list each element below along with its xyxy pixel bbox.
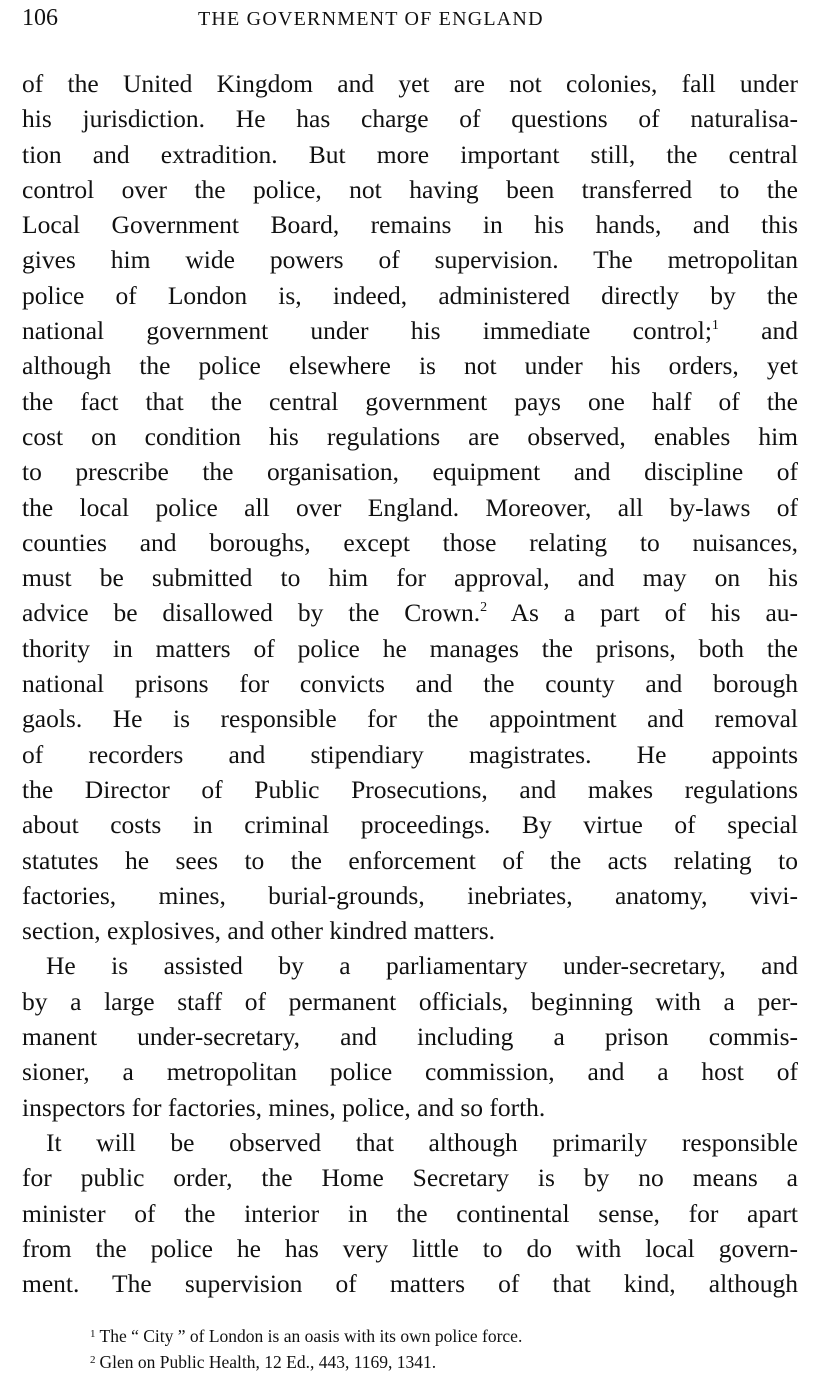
footnotes xyxy=(90,1322,790,1374)
text-line: gaols. He is responsible for the appointment and removal xyxy=(22,704,798,734)
paragraph-first-line: It will be observed that although primarily responsible xyxy=(46,1127,798,1157)
text-line: police of London is, indeed, administered directly by the xyxy=(22,280,798,310)
text-line: statutes he sees to the enforcement of the acts relating to xyxy=(22,845,798,875)
text-line: to prescribe the organisation, equipment and discipline of xyxy=(22,457,798,487)
text-line: the Director of Public Prosecutions, and makes regulations xyxy=(22,774,798,804)
text-line: cost on condition his regulations are observed, enables him xyxy=(22,421,798,451)
text-line: factories, mines, burial-grounds, inebriates, anatomy, vivi- xyxy=(22,880,798,910)
text-line: the fact that the central government pays one half of the xyxy=(22,386,798,416)
text-segment: advice be disallowed by the Crown. xyxy=(22,598,481,628)
footnote-mark: 1 xyxy=(90,1328,96,1340)
footnote-ref-2: 2 xyxy=(480,600,488,616)
text-line: for public order, the Home Secretary is by no means a xyxy=(22,1163,798,1193)
footnote-2 xyxy=(90,1348,790,1374)
text-line: tion and extradition. But more important still, the central xyxy=(22,139,798,169)
text-line: his jurisdiction. He has charge of questions of naturalisa- xyxy=(22,104,798,134)
footnote-1 xyxy=(90,1322,790,1348)
running-head xyxy=(22,2,798,32)
text-line: the local police all over England. Moreover, all by-laws of xyxy=(22,492,798,522)
text-line: sioner, a metropolitan police commission, and a host of xyxy=(22,1057,798,1087)
text-line: although the police elsewhere is not under his orders, yet xyxy=(22,351,798,381)
text-line: manent under-secretary, and including a prison commis- xyxy=(22,1022,798,1052)
footnote-text: Glen on Public Health, 12 Ed., 443, 1169, 1341. xyxy=(99,1352,437,1372)
text-line-with-footnote-ref xyxy=(22,313,798,348)
paragraph-first-line: He is assisted by a parliamentary under-secretary, and xyxy=(46,951,798,981)
text-line: counties and boroughs, except those relating to nuisances, xyxy=(22,527,798,557)
text-line: control over the police, not having been transferred to the xyxy=(22,174,798,204)
text-line: from the police he has very little to do with local govern- xyxy=(22,1233,798,1263)
text-segment: national government under his immediate control; xyxy=(22,316,712,346)
text-line: gives him wide powers of supervision. The metropolitan xyxy=(22,245,798,275)
text-segment: As a part of his au- xyxy=(510,598,798,628)
text-line: national prisons for convicts and the county and borough xyxy=(22,669,798,699)
text-line: inspectors for factories, mines, police, and so forth. xyxy=(22,1092,546,1122)
text-line: Local Government Board, remains in his hands, and this xyxy=(22,210,798,240)
footnote-ref-1: 1 xyxy=(711,318,719,334)
text-line: minister of the interior in the continental sense, for apart xyxy=(22,1198,798,1228)
body-text xyxy=(22,66,798,1301)
text-line: about costs in criminal proceedings. By virtue of special xyxy=(22,810,798,840)
book-page xyxy=(22,0,798,1399)
footnote-text: The “ City ” of London is an oasis with its own police force. xyxy=(99,1326,523,1346)
text-line: ment. The supervision of matters of that kind, although xyxy=(22,1269,798,1299)
running-title: THE GOVERNMENT OF ENGLAND xyxy=(198,8,544,30)
footnote-mark: 2 xyxy=(90,1354,96,1366)
text-segment: and xyxy=(761,316,798,346)
text-line: of recorders and stipendiary magistrates. He appoints xyxy=(22,739,798,769)
text-line: must be submitted to him for approval, and may on his xyxy=(22,563,798,593)
page-number: 106 xyxy=(22,5,58,31)
text-line: thority in matters of police he manages the prisons, both the xyxy=(22,633,798,663)
text-line: section, explosives, and other kindred matters. xyxy=(22,916,496,946)
text-line: of the United Kingdom and yet are not colonies, fall under xyxy=(22,69,798,98)
text-line: by a large staff of permanent officials, beginning with a per- xyxy=(22,986,798,1016)
text-line-with-footnote-ref xyxy=(22,595,798,630)
